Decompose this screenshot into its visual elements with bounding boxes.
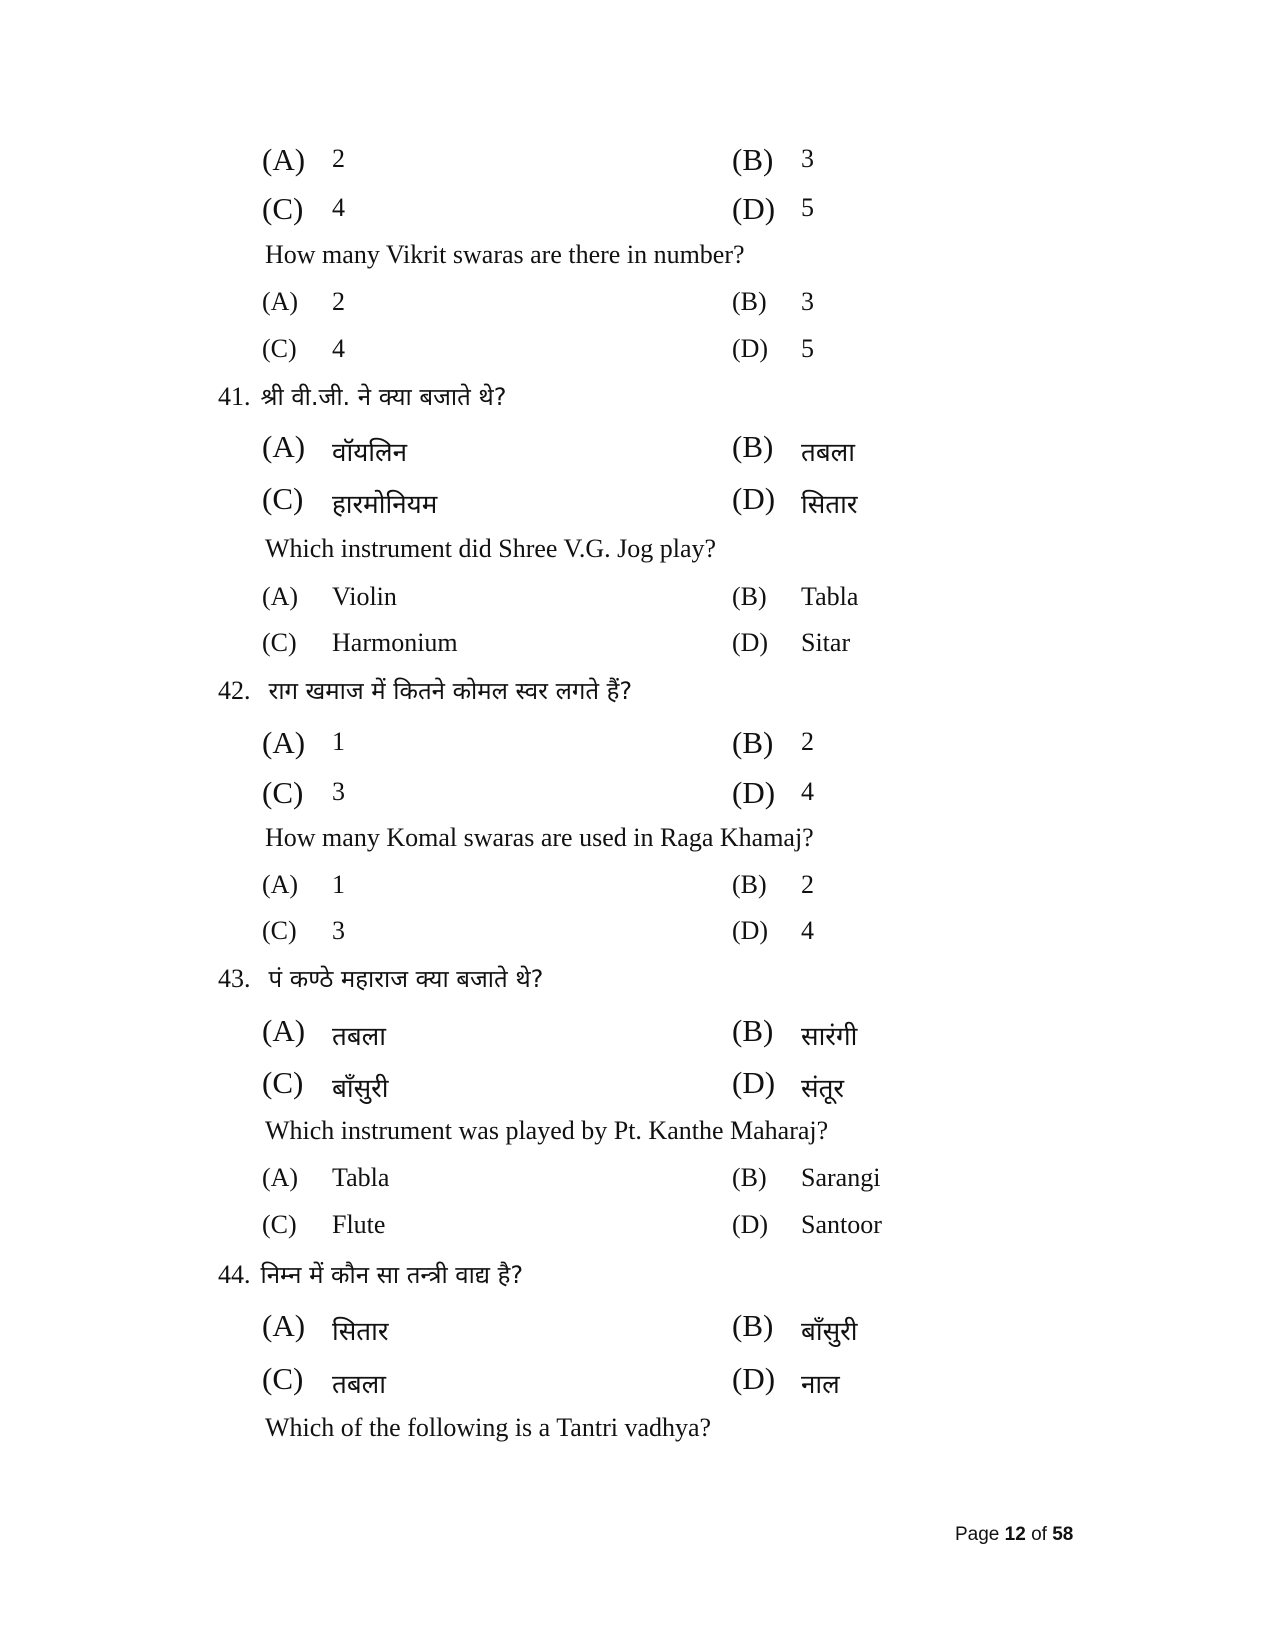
question-hindi xyxy=(218,1258,523,1291)
option-label: (B) xyxy=(732,287,767,316)
question-english: Which instrument was played by Pt. Kanthe Maharaj? xyxy=(265,1116,829,1145)
option-text: सितार xyxy=(332,1317,389,1347)
option-text: 2 xyxy=(332,287,345,316)
option-label: (D) xyxy=(732,1210,769,1239)
option-label: (C) xyxy=(262,628,297,657)
current-page: 12 xyxy=(1004,1524,1026,1545)
option-label: (C) xyxy=(262,1065,304,1100)
option-text: 2 xyxy=(801,727,814,756)
option-text: तबला xyxy=(332,1370,387,1400)
option-label: (C) xyxy=(262,775,304,810)
option-text: सारंगी xyxy=(801,1022,858,1052)
question-number: 44. xyxy=(218,1260,251,1289)
option-text: 3 xyxy=(801,287,814,316)
question-english: Which of the following is a Tantri vadhya? xyxy=(265,1413,712,1442)
option-label: (D) xyxy=(732,1065,776,1100)
question-hindi xyxy=(218,380,506,413)
option-text: बाँसुरी xyxy=(801,1317,858,1347)
option-label: (A) xyxy=(262,1013,306,1048)
option-label: (A) xyxy=(262,1163,299,1192)
option-label: (A) xyxy=(262,287,299,316)
option-label: (C) xyxy=(262,1210,297,1239)
option-text: 5 xyxy=(801,193,814,222)
page-word: Page xyxy=(955,1524,1000,1545)
option-text: 3 xyxy=(801,144,814,173)
option-text: 3 xyxy=(332,916,345,945)
option-text: Sarangi xyxy=(801,1163,881,1192)
question-text: राग खमाज में कितने कोमल स्वर लगते हैं? xyxy=(268,677,633,705)
option-label: (D) xyxy=(732,775,776,810)
option-label: (A) xyxy=(262,725,306,760)
option-text: 1 xyxy=(332,727,345,756)
option-text: 1 xyxy=(332,870,345,899)
option-label: (D) xyxy=(732,191,776,226)
option-label: (C) xyxy=(262,191,304,226)
option-text: 3 xyxy=(332,777,345,806)
option-text: बाँसुरी xyxy=(332,1074,389,1104)
option-label: (B) xyxy=(732,142,774,177)
option-label: (B) xyxy=(732,1013,774,1048)
option-text: हारमोनियम xyxy=(332,490,438,520)
option-text: संतूर xyxy=(801,1074,845,1104)
option-label: (A) xyxy=(262,870,299,899)
option-label: (C) xyxy=(262,1361,304,1396)
total-pages: 58 xyxy=(1052,1524,1074,1545)
option-label: (B) xyxy=(732,1163,767,1192)
option-label: (A) xyxy=(262,142,306,177)
option-text: सितार xyxy=(801,490,858,520)
question-text: निम्न में कौन सा तन्त्री वाद्य है? xyxy=(260,1261,524,1289)
question-text: पं कण्ठे महाराज क्या बजाते थे? xyxy=(268,965,544,993)
option-label: (D) xyxy=(732,628,769,657)
option-text: वॉयलिन xyxy=(332,438,408,468)
question-number: 41. xyxy=(218,382,251,411)
option-text: Sitar xyxy=(801,628,851,657)
option-text: तबला xyxy=(332,1022,387,1052)
of-word: of xyxy=(1031,1524,1047,1545)
option-label: (C) xyxy=(262,481,304,516)
option-text: Tabla xyxy=(332,1163,390,1192)
question-number: 43. xyxy=(218,964,251,993)
option-label: (A) xyxy=(262,582,299,611)
option-text: Flute xyxy=(332,1210,386,1239)
option-label: (A) xyxy=(262,429,306,464)
option-text: 4 xyxy=(332,334,345,363)
option-text: 2 xyxy=(332,144,345,173)
option-label: (A) xyxy=(262,1308,306,1343)
option-label: (D) xyxy=(732,1361,776,1396)
page-number xyxy=(955,1524,1073,1546)
question-english: How many Vikrit swaras are there in number? xyxy=(265,240,745,269)
option-label: (B) xyxy=(732,429,774,464)
option-text: 4 xyxy=(801,777,814,806)
question-hindi xyxy=(218,674,632,707)
option-text: Violin xyxy=(332,582,397,611)
option-label: (B) xyxy=(732,725,774,760)
option-label: (D) xyxy=(732,334,769,363)
option-text: Harmonium xyxy=(332,628,458,657)
option-text: नाल xyxy=(801,1370,840,1400)
question-english: Which instrument did Shree V.G. Jog play? xyxy=(265,534,717,563)
option-text: Santoor xyxy=(801,1210,882,1239)
option-label: (C) xyxy=(262,916,297,945)
question-number: 42. xyxy=(218,676,251,705)
option-label: (B) xyxy=(732,1308,774,1343)
option-text: 5 xyxy=(801,334,814,363)
option-label: (B) xyxy=(732,582,767,611)
question-english: How many Komal swaras are used in Raga Khamaj? xyxy=(265,823,814,852)
option-text: 4 xyxy=(801,916,814,945)
option-text: Tabla xyxy=(801,582,859,611)
option-label: (D) xyxy=(732,916,769,945)
question-hindi xyxy=(218,962,543,995)
question-text: श्री वी.जी. ने क्या बजाते थे? xyxy=(260,383,507,411)
option-text: 4 xyxy=(332,193,345,222)
option-label: (D) xyxy=(732,481,776,516)
option-text: 2 xyxy=(801,870,814,899)
option-label: (C) xyxy=(262,334,297,363)
option-text: तबला xyxy=(801,438,856,468)
option-label: (B) xyxy=(732,870,767,899)
